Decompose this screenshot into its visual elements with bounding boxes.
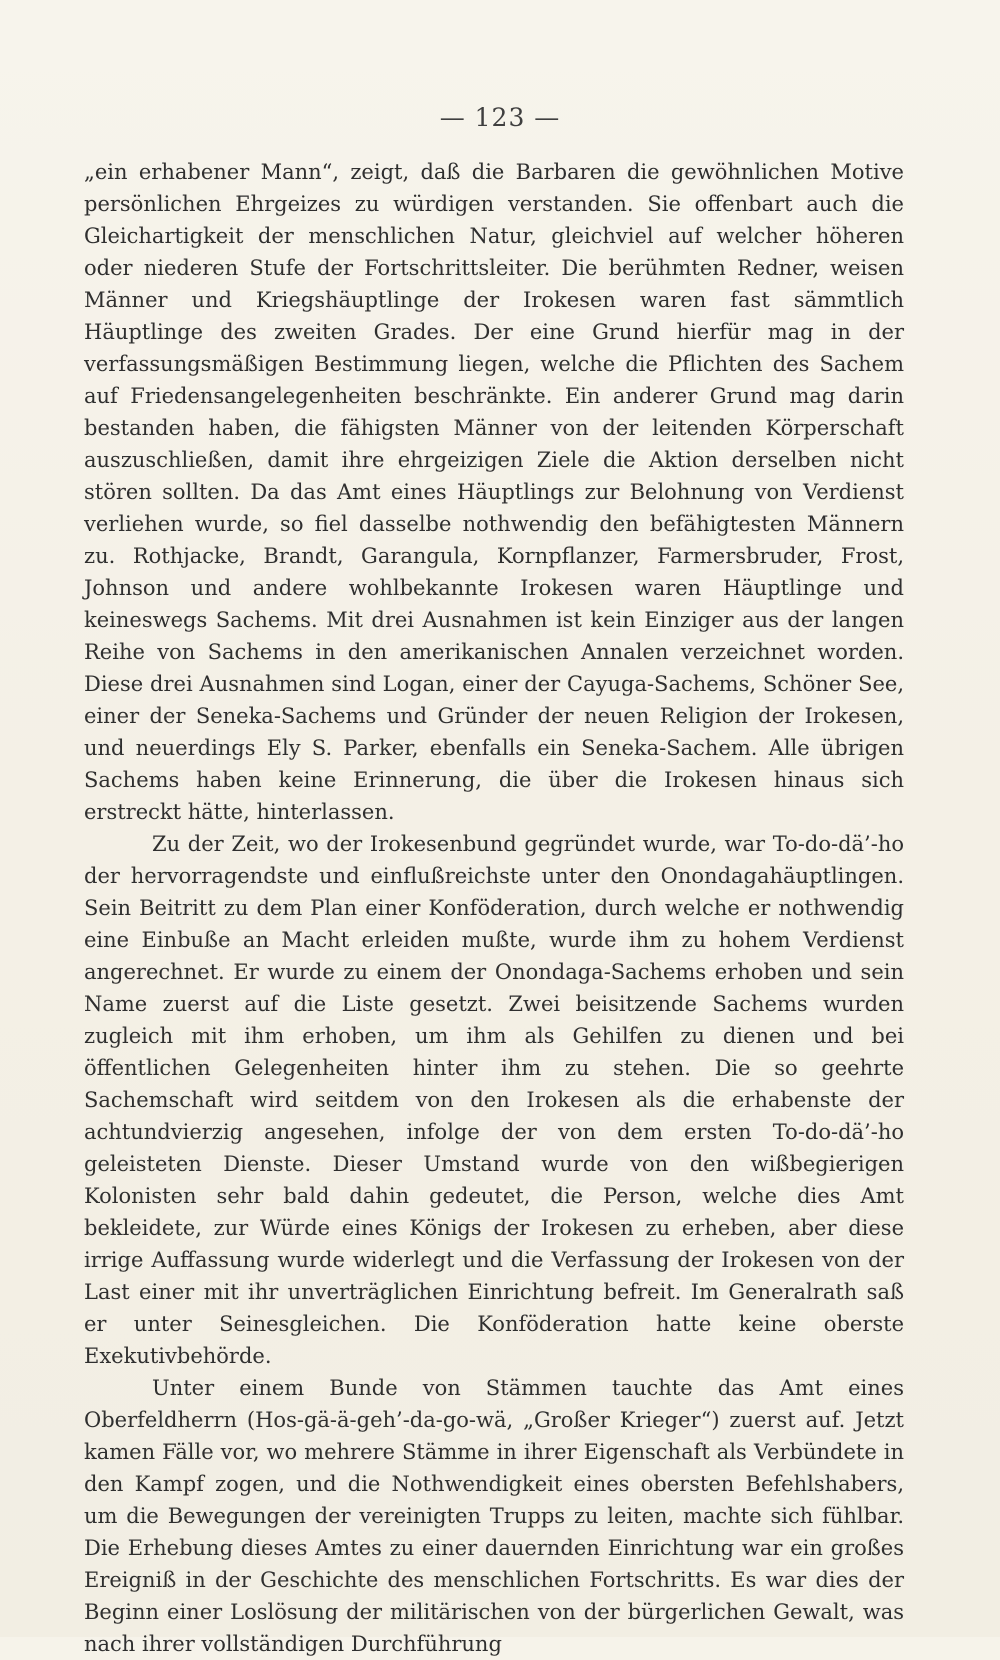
- paragraph-3: Unter einem Bunde von Stämmen tauchte das Amt eines Oberfeldherrn (Hos-gä-ä-geh’-da-go-wä, „Großer Krieger“) zuerst auf. Jetzt kamen Fälle vor, wo mehrere Stämme in ihrer Eigenschaft als Verbündete in den Kampf zogen, und die Nothwendigkeit eines obersten Befehlshabers, um die Bewegungen der vereinigten Trupps zu leiten, machte sich fühlbar. Die Erhebung dieses Amtes zu einer dauernden Einrichtung war ein großes Ereigniß in der Geschichte des menschlichen Fortschritts. Es war dies der Beginn einer Loslösung der militärischen von der bürgerlichen Gewalt, was nach ihrer vollständigen Durchführung: [84, 1376, 904, 1656]
- page-number: — 123 —: [439, 103, 561, 132]
- paragraph-2: Zu der Zeit, wo der Irokesenbund gegründet wurde, war To-do-dä’-ho der hervorragendste und einflußreichste unter den Onondagahäuptlingen. Sein Beitritt zu dem Plan einer Konföderation, durch welche er nothwendig eine Einbuße an Macht erleiden mußte, wurde ihm zu hohem Verdienst angerechnet. Er wurde zu einem der Onondaga-Sachems erhoben und sein Name zuerst auf die Liste gesetzt. Zwei beisitzende Sachems wurden zugleich mit ihm erhoben, um ihm als Gehilfen zu dienen und bei öffentlichen Gelegenheiten hinter ihm zu stehen. Die so geehrte Sachemschaft wird seitdem von den Irokesen als die erhabenste der achtundvierzig angesehen, infolge der von dem ersten To-do-dä’-ho geleisteten Dienste. Dieser Umstand wurde von den wißbegierigen Kolonisten sehr bald dahin gedeutet, die Person, welche dies Amt bekleidete, zur Würde eines Königs der Irokesen zu erheben, aber diese irrige Auffassung wurde widerlegt und die Verfassung der Irokesen von der Last einer mit ihr unverträglichen Einrichtung befreit. Im Generalrath saß er unter Seinesgleichen. Die Konföderation hatte keine oberste Exekutivbehörde.: [84, 832, 904, 1368]
- paragraph-1: „ein erhabener Mann“, zeigt, daß die Barbaren die gewöhnlichen Motive persönlichen Ehrgeizes zu würdigen verstanden. Sie offenbart auch die Gleichartigkeit der menschlichen Natur, gleichviel auf welcher höheren oder niederen Stufe der Fortschrittsleiter. Die berühmten Redner, weisen Männer und Kriegshäuptlinge der Irokesen waren fast sämmtlich Häuptlinge des zweiten Grades. Der eine Grund hierfür mag in der verfassungsmäßigen Bestimmung liegen, welche die Pflichten des Sachem auf Friedensangelegenheiten beschränkte. Ein anderer Grund mag darin bestanden haben, die fähigsten Männer von der leitenden Körperschaft auszuschließen, damit ihre ehrgeizigen Ziele die Aktion derselben nicht stören sollten. Da das Amt eines Häuptlings zur Belohnung von Verdienst verliehen wurde, so fiel dasselbe nothwendig den befähigtesten Männern zu. Rothjacke, Brandt, Garangula, Kornpflanzer, Farmersbruder, Frost, Johnson und andere wohlbekannte Irokesen waren Häuptlinge und keineswegs Sachems. Mit drei Ausnahmen ist kein Einziger aus der langen Reihe von Sachems in den amerikanischen Annalen verzeichnet worden. Diese drei Ausnahmen sind Logan, einer der Cayuga-Sachems, Schöner See, einer der Seneka-Sachems und Gründer der neuen Religion der Irokesen, und neuerdings Ely S. Parker, ebenfalls ein Seneka-Sachem. Alle übrigen Sachems haben keine Erinnerung, die über die Irokesen hinaus sich erstreckt hätte, hinterlassen.: [84, 160, 904, 824]
- body-text: [84, 156, 904, 1660]
